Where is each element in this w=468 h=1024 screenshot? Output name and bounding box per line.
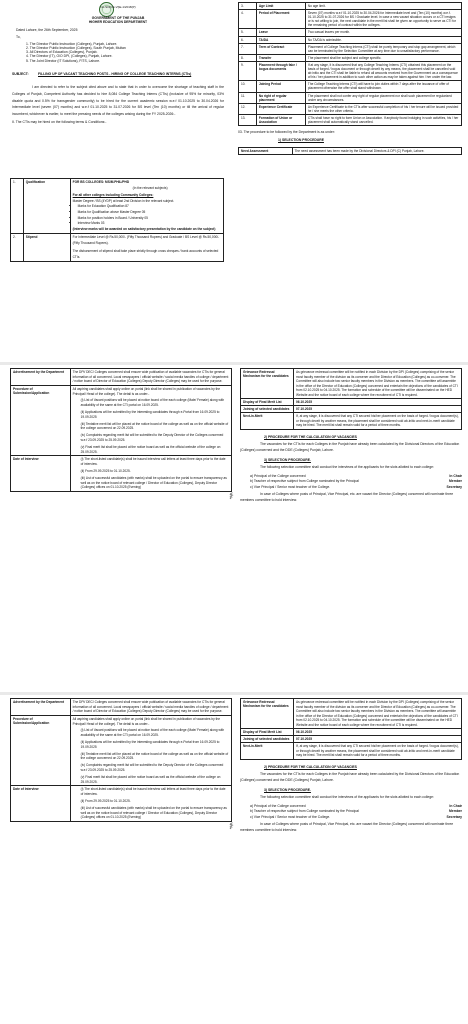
row-number: 10. [239, 81, 257, 92]
committee-role: Member [448, 479, 462, 484]
list-item: (ii) From 29.09.2025 to 01.10.2025. [80, 468, 131, 473]
row-number: 12. [239, 103, 257, 114]
table-row [11, 234, 224, 262]
procedure-left [10, 698, 232, 822]
row-text: The College Teaching Interns (CTI) will have to join duties within 7 days after the issuance of offer of placement otherwise the offer shall stand withdrawn. [305, 81, 461, 92]
table-row [239, 147, 462, 154]
stipend-amount: For Intermediate Level @ Rs.50,000/- (Fifty Thousand Rupees) and Graduate / BS Level @ Rs.50,000/- (Fifty Thousand Rupees). [72, 235, 220, 245]
stipend-cell [70, 234, 223, 262]
row-text: If at any stage, it is discovered that any College Teaching Interns (CTI) obtained this placement on the basis of forged / bogus document or through deceit by any means, the placement shall be cancelled void ab initio and the CTI shall be liable to refund all amounts received from the Government as a consequence of his / her placement in addition to such other action as may be taken against him / her under the law. [305, 61, 461, 80]
closing-text: In case of Colleges where posts of Principal, Vice Principal, etc. are vacant the Director (Colleges) concerned will nominate three members committee to hold interview. [240, 821, 454, 832]
list-item: (v) Final merit list shall be placed at the notice board as well as the official website of the college on 25.09.2025. [80, 774, 221, 784]
table-row [239, 10, 462, 29]
row-label: Stipend [23, 234, 70, 262]
committee-item: b) Teacher of respective subject from College nominated by the Principal [250, 809, 359, 814]
joining-date: 07.10.2025 [294, 736, 462, 743]
recipient-item: 1. The Director Public Instruction (Colleges), Punjab, Lahore. [26, 41, 118, 46]
selection-heading: 3) SELECTION PROCEDURE. [264, 458, 311, 463]
committee-member [250, 474, 462, 478]
grievance-text: As grievance redressal committee will be notified in each Division by the DPI (Colleges) comprising of the senior most faculty member of the division as its convener and the Director of Education (Colleges) as co-convener. The Committee will also include two senior faculty members in the Division as members. The committee will assemble in the office of the Director of Education (Colleges) concerned and entertain the objections of the candidates of CTI from 02.10.2025 to 04.10.2025. The formation and schedule of the committee will be disseminated on the HED Website and the notice board of each college where the recruitment of CTI is required. [294, 699, 462, 729]
committee-list [240, 474, 462, 489]
list-item: • Marks for Education Qualification 87 [78, 204, 221, 210]
committee-role: Secretary [446, 814, 462, 819]
subject-label: SUBJECT: [12, 72, 29, 76]
table-row [239, 114, 462, 125]
table-row [241, 699, 462, 729]
terms-intro: II. The CTIs may be hired on the following terms & Conditions:- [12, 119, 107, 124]
grievance-text: As grievance redressal committee will be notified in each Division by the DPI (Colleges) comprising of the senior most faculty member of the division as its convener and the Director of Education (Colleges) as co-convener. The Committee will also include two senior faculty members in the Division as members. The committee will assemble in the office of the Director of Education (Colleges) concerned and entertain the objections of the candidates of CTI from 02.10.2025 to 04.10.2025. The formation and schedule of the committee will be disseminated on the HED Website and the notice board of each college where the recruitment of CTI is required. [294, 369, 462, 399]
committee-role: Member [448, 809, 462, 814]
row-text: Two casual leaves per month. [305, 29, 461, 36]
table-row [239, 43, 462, 54]
row-text: The placement shall be subject and college specific. [305, 54, 461, 61]
grievance-label: Grievance Redressal Mechanism for the candidates [241, 369, 294, 399]
recipient-item: 3. All Directors of Education (Colleges), Punjab. [26, 50, 98, 55]
row-text: CTIs shall have no right to form Union or Association. If anybody found indulging in such activities, his / her placement shall automatically stand cancelled. [305, 114, 461, 125]
letter-column [8, 2, 228, 360]
list-item: • Marks for position holders in Board / University 05 [78, 216, 221, 222]
advertisement-label: Advertisement by the Department [11, 369, 71, 386]
row-text: The placement shall not confer any right of regular placement nor shall such placement be regularized under any circumstances. [305, 92, 461, 103]
procedure-right [240, 368, 462, 503]
final-merit-label: Display of Final Merit List [241, 729, 294, 736]
list-item: (ii) From 29.09.2025 to 01.10.2025. [80, 798, 131, 803]
row-number: 5. [239, 29, 257, 36]
row-label: No right of regular placement [256, 92, 305, 103]
submission-cell [70, 715, 231, 786]
calculation-heading: 2) PROCEDURE FOR THE CALCULATION OF VACANCIES [264, 764, 357, 769]
table-row [11, 715, 232, 786]
terms-column [238, 2, 462, 360]
recipients-list [16, 42, 216, 63]
row-label: Leave [256, 29, 305, 36]
table-row [11, 369, 232, 386]
row-text: Seven (07) months w.e.f 01.10.2025 to 30.04.2026 for Intermediate level and (Ten (10) months) w.e.f. 01.10.2025 to 31.07.2026 for BS / Graduate level. In case a new vacant situation occurs or a CTI resigns or is not willing to join, the next candidate in the merit list shall be given an opportunity to serve as CTI for the remaining period of contract within the colleges. [305, 10, 461, 29]
letter-body: I am directed to refer to the subject cited above and to state that in order to overcome the shortage of teaching staff in the Colleges of Punjab, Competent Authority has decided to hire 8,084 College Teaching Interns (CTIs) (inclusive of 95% for minority, 03% disable quota and 0.5% for transgender community) to be hired for the current academic session w.e.f 01.10.2025 to 30.04.2026 for Intermediate level (seven (07) months) and w.e.f 01.10.2025 to 31.07.2026 for BS level (Ten (10) months) or till the arrival of regular incumbent, whichever is earlier, to meet the pressing needs of the colleges arising during the FY 2025-2026:- [12, 85, 224, 117]
grievance-label: Grievance Redressal Mechanism for the candidates [241, 699, 294, 729]
row-label: Qualification [23, 179, 70, 234]
procedure-table [10, 698, 232, 822]
table-row [11, 786, 232, 822]
advertisement-label: Advertisement by the Department [11, 699, 71, 716]
procedure-right [240, 698, 462, 833]
row-label: TA/DA [256, 36, 305, 43]
row-text: An Experience Certificate to the CTIs after successful completion of his / her tenure will be issued provided he / she meets the other criteria. [305, 103, 461, 114]
row-label: Term of Contract [256, 43, 305, 54]
next-in-merit-text: If, at any stage, it is discovered that any CTI secured his/her placement on the basis of forged / bogus document(s), or through deceit by another means, the placement shall be considered void ab-initio and next-in-merit candidate may be hired. The merit list shall remain valid for a period of three months. [294, 413, 462, 430]
table-row [241, 413, 462, 430]
committee-item: c) Vice Principal / Senior most teacher of the College. [250, 814, 331, 819]
selection-intro: The following selection committee shall conduct the interviews of the applicants for the slots allotted to each college: [260, 795, 434, 800]
grievance-table [240, 698, 462, 760]
closing-text: In case of Colleges where posts of Principal, Vice Principal, etc. are vacant the Director (Colleges) concerned will nominate three members committee to hold interview. [240, 491, 454, 502]
grievance-table [240, 368, 462, 430]
letter-date: Dated Lahore, the 26th September, 2025 [16, 28, 78, 32]
row-label: Experience Certificate [256, 103, 305, 114]
selection-procedure-heading: 1) SELECTION PROCEDURE [278, 138, 324, 143]
list-item: (v) Final merit list shall be placed at the notice board as well as the official website of the college on 25.09.2025. [80, 444, 221, 454]
committee-role: In Chair [449, 474, 462, 479]
list-item: (iii) List of successful candidates (with marks) shall be uploaded on the portal to ensure transparency as well as on the notice board of relevant college / Director of Education (Colleges), Deputy Director (Colleges) offices on 01.10.2025 (Evening) [80, 475, 227, 490]
table-row [11, 699, 232, 716]
advertisement-text: The DPI/ DEC/ Colleges concerned shall ensure wide publication of available vacancies for CTIs for general information of all concerned. Local newspapers / official website / social media handles of college / department / notice board of Director of Education (Colleges) Deputy Director (Colleges) may be used for the purpose. [70, 699, 231, 716]
table-row [241, 369, 462, 399]
submission-intro: All aspiring candidates shall apply online on portal (link shall be shared in publication of vacancies by the Principal/ Head of the college). The detail is as under:- [72, 386, 221, 396]
government-name: GOVERNMENT OF THE PUNJAB [91, 16, 145, 20]
row-number: 7. [239, 43, 257, 54]
interview-date-label: Date of Interview [11, 786, 71, 822]
committee-member [250, 804, 462, 808]
selection-intro: The following selection committee shall conduct the interviews of the applicants for the slots allotted to each college: [260, 465, 434, 470]
row-number: 11. [239, 92, 257, 103]
list-item: (iii) Tentative merit list will be placed at the notice board of the college as well as on the official website of the college concerned on 22.09.2025. [80, 421, 229, 431]
table-row [239, 103, 462, 114]
page-divider [0, 362, 468, 365]
committee-member [250, 815, 462, 819]
committee-item: b) Teacher of respective subject from College nominated by the Principal [250, 479, 359, 484]
calculation-text: The vacancies for the CTIs for each Colleges in the Punjab have already been calculated by the Divisional Directors of the Education (Colleges) concerned and the DDE (Colleges) Punjab, Lahore. [240, 771, 460, 782]
stipend-disbursement: The disbursement of stipend shall take place strictly through cross cheques / bank accounts of selected CTIs. [72, 249, 219, 259]
row-text: No age limit. [305, 3, 461, 10]
table-row [239, 61, 462, 80]
row-label: Period of Placement [256, 10, 305, 29]
procedure-table [10, 368, 232, 492]
marks-list [73, 204, 221, 226]
list-item: (iii) List of successful candidates (with marks) shall be uploaded on the portal to ensure transparency as well as on the notice board of relevant college / Director of Education (Colleges), Deputy Director (Colleges) offices on 01.10.2025 (Evening) [80, 805, 227, 820]
list-item: • Interview Marks 03 [78, 221, 221, 227]
submission-cell [70, 385, 231, 456]
qualification-cell [70, 179, 223, 234]
list-item: (ii) Applications will be submitted by the interesting candidates through e-Portal from 16.09.2025 to 19.09.2025 [80, 409, 220, 419]
list-item: (i) The short-listed candidate(s) shall be issued interview call letters at least three days prior to the date of interview. [80, 787, 226, 797]
interview-note: (Interview marks will be awarded on satisfactory presentation by the candidate on the subject) [72, 226, 216, 231]
committee-item: c) Vice Principal / Senior most teacher of the College. [250, 484, 331, 489]
need-assessment-table [238, 147, 462, 155]
submission-label: Procedure of Submission/Application [11, 385, 71, 456]
recipient-item: 5. The Joint Director (IT Solutions), FITS, Lahore. [26, 58, 101, 63]
row-label: Age Limit [256, 3, 305, 10]
next-in-merit-label: Next-in-Merit [241, 413, 294, 430]
to-label: To, [16, 35, 21, 40]
other-colleges-line: For all other colleges including Community Colleges: [72, 193, 154, 198]
table-row [239, 81, 462, 92]
committee-list [240, 804, 462, 819]
selection-heading: 3) SELECTION PROCEDURE. [264, 788, 311, 793]
submission-label: Procedure of Submission/Application [11, 715, 71, 786]
interview-date-label: Date of Interview [11, 456, 71, 492]
handwritten-signature: ⚕ [228, 822, 233, 832]
relevant-subjects-line: (In the relevant subjects) [132, 185, 168, 190]
table-row [239, 54, 462, 61]
need-label: Need Assessment [239, 147, 293, 154]
row-number: 2. [11, 234, 24, 262]
interview-date-cell [70, 786, 231, 822]
reference-number: No.SO(CE-VI)E-1/2018(P) [100, 5, 136, 9]
subject-line: FILLING UP OF VACANT TEACHING POSTS - HIRING OF COLLEGE TEACHING INTERNS (CTIs) [38, 72, 192, 76]
procedure-intro: 03. The procedure to be followed by the Department is as under: [238, 130, 335, 135]
row-text: Placement of College Teaching Interns (CTI) shall be purely temporary and stop gap arrangement, which can be terminated by the Selection Committee at any time due to unsatisfactory performance. [305, 43, 461, 54]
need-text: The need assessment has been made by the Divisional Directors & DPI (C) Punjab, Lahore. [292, 147, 461, 154]
list-item: (ii) Applications will be submitted by the interesting candidates through e-Portal from 16.09.2025 to 19.09.2025 [80, 739, 220, 749]
row-number: 6. [239, 36, 257, 43]
final-merit-date: 06.10.2025 [294, 729, 462, 736]
table-row [241, 406, 462, 413]
table-row [239, 92, 462, 103]
list-item: (i) List of Vacant positions will be placed at notice board of the each college (Male/ Female) along with availability of the same at the CTI portal on 16.09.2025. [80, 728, 225, 738]
next-in-merit-label: Next-in-Merit [241, 743, 294, 760]
list-item: (iii) Tentative merit list will be placed at the notice board of the college as well as on the official website of the college concerned on 22.09.2025. [80, 751, 229, 761]
procedure-page [0, 366, 468, 692]
bs-colleges-line: FOR BS COLLEGES: MS/M.PHIL/PHD [72, 180, 130, 184]
interview-date-cell [70, 456, 231, 492]
list-item: • Marks for Qualification above Master Degree 05 [78, 210, 221, 216]
submission-intro: All aspiring candidates shall apply online on portal (link shall be shared in publication of vacancies by the Principal/ Head of the college). The detail is as under:- [72, 716, 221, 726]
row-label: Joining Period [256, 81, 305, 92]
committee-member [250, 809, 462, 813]
page-divider [0, 692, 468, 695]
final-merit-date: 06.10.2025 [294, 399, 462, 406]
list-item: (iv) Complaints regarding merit list will be submitted to the Deputy Director of the Colleges concerned w.e.f 23.09.2025 to 25.09.2025. [80, 433, 224, 442]
table-row [241, 736, 462, 743]
row-number: 8. [239, 54, 257, 61]
table-row [239, 36, 462, 43]
procedure-page [0, 696, 468, 1024]
document-page-1 [0, 0, 468, 362]
table-row [239, 29, 462, 36]
recipient-item: 2. The Director Public Instruction (Colleges), South Punjab, Multan [26, 45, 126, 50]
row-number: 3. [239, 3, 257, 10]
list-item: (iv) Complaints regarding merit list will be submitted to the Deputy Director of the Colleges concerned w.e.f 23.09.2025 to 25.09.2025. [80, 763, 224, 772]
row-number: 13. [239, 114, 257, 125]
calculation-heading: 2) PROCEDURE FOR THE CALCULATION OF VACANCIES [264, 434, 357, 439]
committee-member [250, 485, 462, 489]
recipient-item: 4. The Director (IT), O/O DPI, (Colleges), Punjab, Lahore. [26, 54, 113, 59]
joining-date: 07.10.2025 [294, 406, 462, 413]
committee-role: Secretary [446, 484, 462, 489]
terms-table-right [238, 2, 462, 126]
table-row [11, 456, 232, 492]
row-label: Formation of Union or Association [256, 114, 305, 125]
list-item: (i) List of Vacant positions will be placed at notice board of the each college (Male/ Female) along with availability of the same at the CTI portal on 16.09.2025. [80, 398, 225, 408]
committee-item: a) Principal of the College concerned [250, 804, 306, 809]
committee-role: In Chair [449, 804, 462, 809]
row-number: 1. [11, 179, 24, 234]
table-row [11, 385, 232, 456]
row-number: 9. [239, 61, 257, 80]
table-row [241, 743, 462, 760]
table-row [241, 729, 462, 736]
list-item: (i) The short-listed candidate(s) shall be issued interview call letters at least three days prior to the date of interview. [80, 457, 226, 467]
handwritten-signature: ⚕ [228, 492, 233, 502]
final-merit-label: Display of Final Merit List [241, 399, 294, 406]
joining-label: Joining of selected candidates [241, 406, 294, 413]
table-row [241, 399, 462, 406]
master-degree-line: Master Degree / BS (4YDP) at least 2nd Division in the relevant subject. [72, 198, 175, 203]
department-name: HIGHER EDUCATION DEPARTMENT [88, 20, 148, 25]
procedure-left [10, 368, 232, 492]
table-row [11, 179, 224, 234]
calculation-text: The vacancies for the CTIs for each Colleges in the Punjab have already been calculated by the Divisional Directors of the Education (Colleges) concerned and the DDE (Colleges) Punjab, Lahore. [240, 441, 460, 452]
committee-item: a) Principal of the College concerned [250, 474, 306, 479]
row-label: Placement through fake / bogus documents [256, 61, 305, 80]
next-in-merit-text: If, at any stage, it is discovered that any CTI secured his/her placement on the basis of forged / bogus document(s), or through deceit by another means, the placement shall be considered void ab-initio and next-in-merit candidate may be hired. The merit list shall remain valid for a period of three months. [294, 743, 462, 760]
row-number: 4. [239, 10, 257, 29]
row-text: No TA/DA is admissible. [305, 36, 461, 43]
row-label: Transfer [256, 54, 305, 61]
committee-member [250, 479, 462, 483]
terms-table-left [10, 178, 224, 262]
table-row [239, 3, 462, 10]
advertisement-text: The DPI/ DEC/ Colleges concerned shall ensure wide publication of available vacancies for CTIs for general information of all concerned. Local newspapers / official website / social media handles of college / department / notice board of Director of Education (Colleges) Deputy Director (Colleges) may be used for the purpose. [70, 369, 231, 386]
joining-label: Joining of selected candidates [241, 736, 294, 743]
